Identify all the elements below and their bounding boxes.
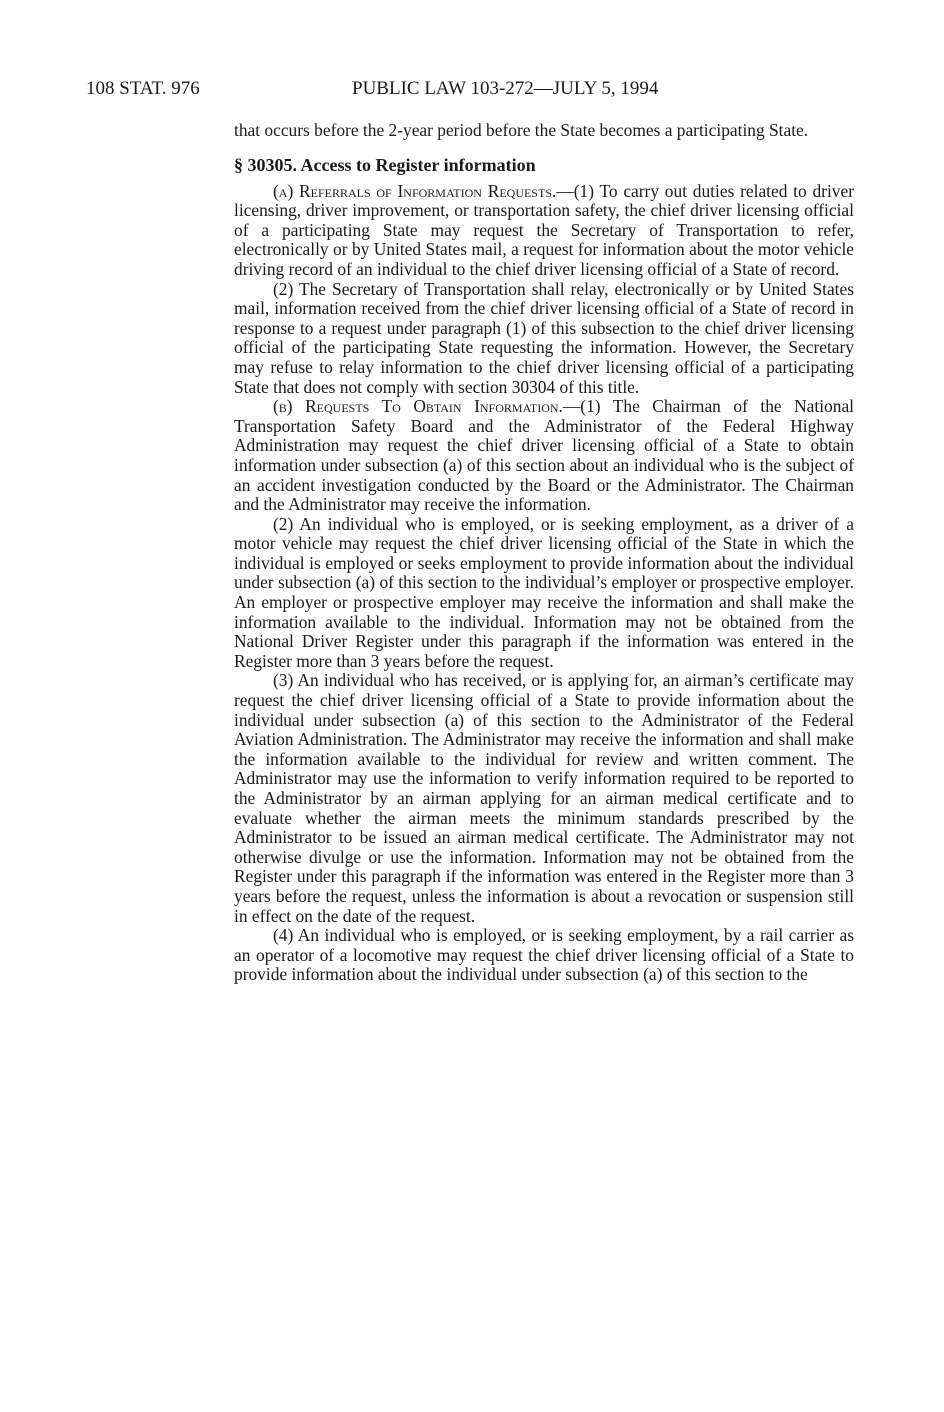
paragraph-b-2: (2) An individual who is employed, or is seeking employment, as a driver of a motor vehicle may request the chief driver licensing official of the State in which the individual is employed or seeks employment to provide information about the individual under subsection (a) of this section to the individual’s employer or prospective employer. An employer or prospective employer may receive the information and shall make the information available to the individual. Information may not be obtained from the National Driver Register under this paragraph if the information was entered in the Register more than 3 years before the request.	[234, 513, 854, 671]
paragraph-a-1	[234, 182, 854, 280]
subsection-a-title: (a) Referrals of Information Requests.	[273, 180, 557, 201]
carryover-paragraph: that occurs before the 2-year period before the State becomes a participating State.	[234, 120, 809, 140]
page-header	[0, 77, 944, 101]
paragraph-a-2: (2) The Secretary of Transportation shall relay, electronically or by United States mail, information received from the chief driver licensing official of a State of record in response to a request under paragraph (1) of this subsection to the chief driver licensing official of the participating State requesting the information. However, the Secretary may refuse to relay information to the chief driver licensing official of a participating State that does not comply with section 30304 of this title.	[234, 278, 854, 397]
paragraph-b-1	[234, 397, 854, 515]
section-heading: § 30305. Access to Register information	[234, 154, 536, 175]
subsection-b-text-1: —(1) The Chairman of the National Transportation Safety Board and the Administrator of the Federal Highway Administration may request the chief driver licensing official of a State to obtain information under subsection (a) of this section about an individual who is the subject of an accident investigation conducted by the Board or the Administrator. The Chairman and the Administrator may receive the information.	[234, 396, 854, 515]
subsection-a-text-1: —(1) To carry out duties related to driver licensing, driver improvement, or transportation safety, the chief driver licensing official of a participating State may request the Secretary of Transportation to refer, electronically or by United States mail, a request for information about the motor vehicle driving record of an individual to the chief driver licensing official of a State of record.	[234, 180, 854, 279]
paragraph-b-3: (3) An individual who has received, or is applying for, an airman’s certificate may request the chief driver licensing official of a State to provide information about the individual under subsection (a) of this section to the Administrator of the Federal Aviation Administration. The Administrator may receive the information and shall make the information available to the individual for review and written comment. The Administrator may use the information to verify information required to be reported to the Administrator by an airman applying for an airman medical certificate and to evaluate whether the airman meets the minimum standards prescribed by the Administrator to be issued an airman medical certificate. The Administrator may not otherwise divulge or use the information. Information may not be obtained from the Register under this paragraph if the information was entered in the Register more than 3 years before the request, unless the information is about a revocation or suspension still in effect on the date of the request.	[234, 670, 854, 926]
statute-page-number: 108 STAT. 976	[86, 78, 200, 99]
subsection-b-title: (b) Requests To Obtain Information.	[273, 396, 563, 417]
paragraph-b-4: (4) An individual who is employed, or is seeking employment, by a rail carrier as an operator of a locomotive may request the chief driver licensing official of a State to provide information about the individual under subsection (a) of this section to the	[234, 925, 854, 985]
document-body	[234, 121, 854, 985]
public-law-title: PUBLIC LAW 103-272—JULY 5, 1994	[352, 78, 659, 99]
